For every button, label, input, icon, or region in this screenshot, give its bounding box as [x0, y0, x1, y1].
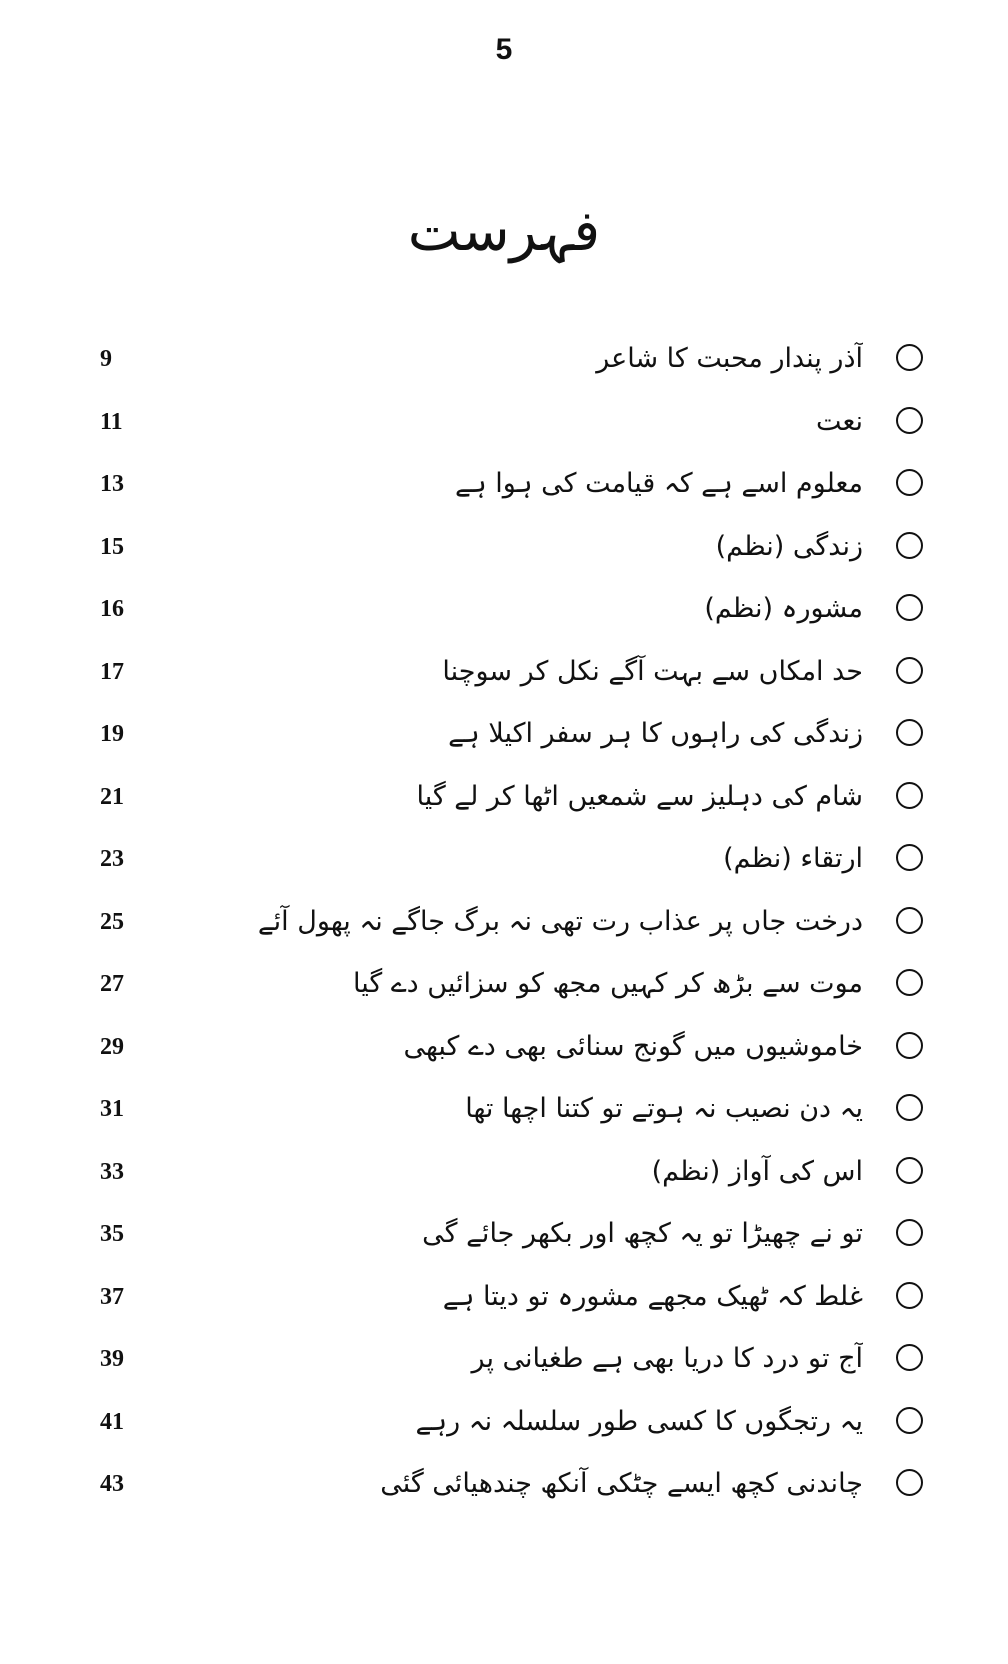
toc-entry	[90, 832, 935, 895]
toc-entry	[90, 1270, 935, 1333]
toc-entry-title: زندگی (نظم)	[715, 530, 863, 562]
circle-bullet-icon	[896, 407, 923, 434]
toc-entry-page: 17	[100, 658, 124, 685]
toc-entry-title: معلوم اسے ہے کہ قیامت کی ہوا ہے	[455, 468, 863, 499]
toc-entry-page: 31	[100, 1096, 124, 1122]
toc-entry-title: خاموشیوں میں گونج سنائی بھی دے کبھی	[403, 1030, 863, 1062]
toc-entry	[90, 1082, 935, 1145]
toc-entry-title: چاندنی کچھ ایسے چٹکی آنکھ چندھیائی گئی	[380, 1468, 863, 1499]
toc-entry	[90, 520, 935, 583]
toc-entry-page: 15	[100, 533, 124, 560]
toc-entry-title: ارتقاء (نظم)	[723, 843, 863, 874]
toc-entry-title: شام کی دہلیز سے شمعیں اٹھا کر لے گیا	[416, 780, 863, 812]
toc-entry-page: 37	[100, 1283, 124, 1310]
table-of-contents	[90, 332, 935, 1520]
circle-bullet-icon	[896, 1094, 923, 1121]
toc-entry-page: 33	[100, 1158, 124, 1185]
toc-entry	[90, 707, 935, 770]
toc-entry-page: 35	[100, 1221, 124, 1247]
toc-entry	[90, 1207, 935, 1270]
toc-entry-title: آج تو درد کا دریا بھی ہے طغیانی پر	[471, 1343, 863, 1374]
toc-entry	[90, 645, 935, 708]
circle-bullet-icon	[896, 594, 923, 621]
page-number: 5	[495, 33, 513, 66]
toc-entry-title: یہ دن نصیب نہ ہوتے تو کتنا اچھا تھا	[465, 1093, 863, 1124]
circle-bullet-icon	[896, 1157, 923, 1184]
toc-entry-page: 21	[100, 783, 124, 810]
toc-entry-title: زندگی کی راہوں کا ہر سفر اکیلا ہے	[448, 718, 863, 749]
page-title: فہرست	[407, 199, 601, 264]
circle-bullet-icon	[896, 782, 923, 809]
circle-bullet-icon	[896, 657, 923, 684]
toc-entry	[90, 1395, 935, 1458]
toc-entry	[90, 1332, 935, 1395]
circle-bullet-icon	[896, 532, 923, 559]
toc-entry-page: 16	[100, 596, 124, 622]
circle-bullet-icon	[896, 1469, 923, 1496]
toc-entry-title: موت سے بڑھ کر کہیں مجھ کو سزائیں دے گیا	[353, 968, 863, 999]
toc-entry	[90, 1020, 935, 1083]
toc-entry	[90, 895, 935, 958]
toc-entry-title: غلط کہ ٹھیک مجھے مشورہ تو دیتا ہے	[442, 1280, 863, 1312]
circle-bullet-icon	[896, 344, 923, 371]
toc-entry	[90, 395, 935, 458]
toc-entry	[90, 582, 935, 645]
circle-bullet-icon	[896, 1282, 923, 1309]
toc-entry-title: اس کی آواز (نظم)	[651, 1155, 863, 1187]
toc-entry-page: 43	[100, 1471, 124, 1497]
toc-entry	[90, 957, 935, 1020]
toc-entry-title: درخت جاں پر عذاب رت تھی نہ برگ جاگے نہ پھول آئے	[257, 905, 863, 937]
toc-entry-page: 23	[100, 846, 124, 872]
toc-entry-page: 11	[100, 408, 123, 435]
circle-bullet-icon	[896, 1344, 923, 1371]
toc-entry	[90, 1145, 935, 1208]
toc-entry-page: 19	[100, 721, 124, 747]
toc-entry	[90, 1457, 935, 1520]
circle-bullet-icon	[896, 907, 923, 934]
circle-bullet-icon	[896, 719, 923, 746]
toc-entry-page: 29	[100, 1033, 124, 1060]
toc-entry-title: تو نے چھیڑا تو یہ کچھ اور بکھر جائے گی	[422, 1218, 863, 1249]
toc-entry-title: یہ رتجگوں کا کسی طور سلسلہ نہ رہے	[415, 1405, 863, 1437]
toc-entry-title: آذر پندار محبت کا شاعر	[596, 343, 863, 374]
toc-entry	[90, 332, 935, 395]
toc-entry-page: 9	[100, 346, 112, 372]
toc-entry-title: حد امکاں سے بہت آگے نکل کر سوچنا	[442, 655, 863, 687]
circle-bullet-icon	[896, 1219, 923, 1246]
toc-entry-page: 41	[100, 1408, 124, 1435]
toc-entry-title: نعت	[815, 405, 863, 437]
toc-entry-page: 25	[100, 908, 124, 935]
toc-entry-title: مشورہ (نظم)	[704, 593, 863, 624]
toc-entry-page: 39	[100, 1346, 124, 1372]
toc-entry-page: 13	[100, 471, 124, 497]
circle-bullet-icon	[896, 844, 923, 871]
toc-entry	[90, 457, 935, 520]
circle-bullet-icon	[896, 1407, 923, 1434]
circle-bullet-icon	[896, 969, 923, 996]
circle-bullet-icon	[896, 469, 923, 496]
toc-entry-page: 27	[100, 971, 124, 997]
circle-bullet-icon	[896, 1032, 923, 1059]
toc-entry	[90, 770, 935, 833]
